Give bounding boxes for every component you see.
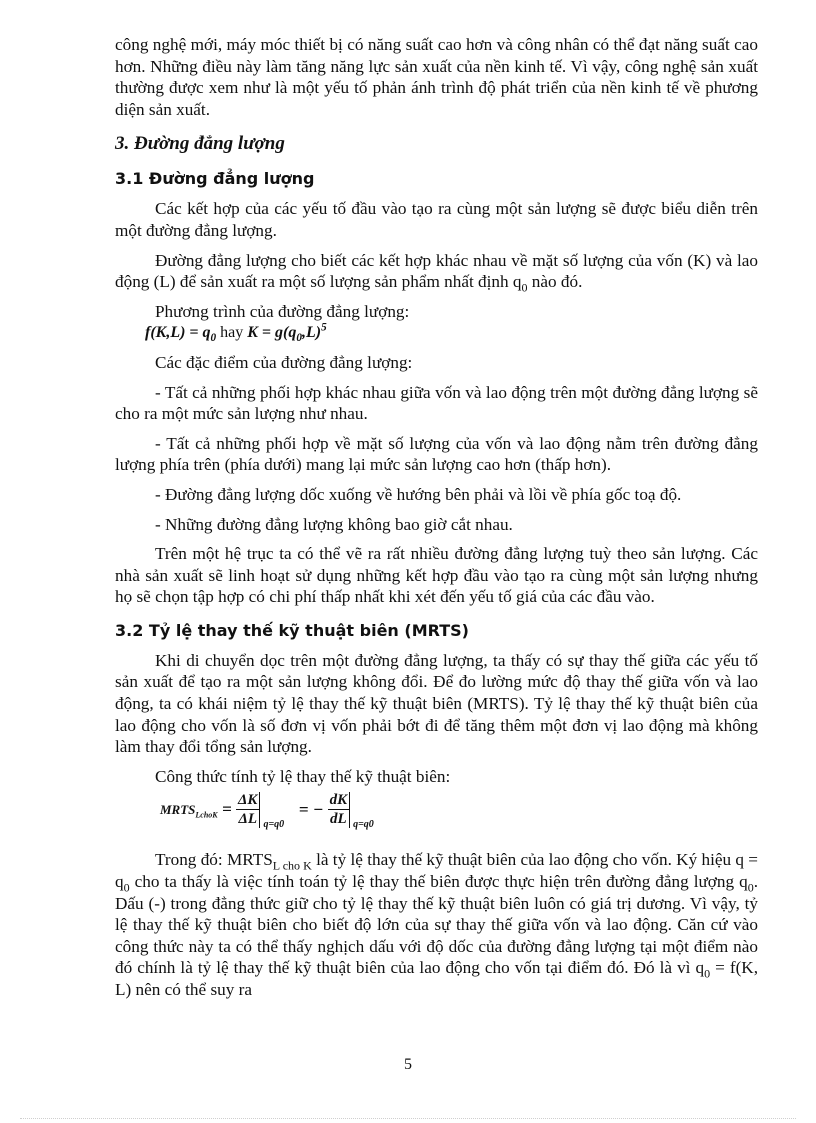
feature-item: - Tất cả những phối hợp khác nhau giữa vốn và lao động trên một đường đẳng lượng sẽ cho ra một mức sản lượng như nhau. [115,382,758,424]
eq-right-sub: 0 [296,332,302,345]
section-3-2-paragraph-1: Khi di chuyển dọc trên một đường đẳng lượng, ta thấy có sự thay thế giữa các yếu tố sản xuất để tạo ra một sản lượng không đổi. Để đo lường mức độ thay thế giữa vốn và lao động, ta có khái niệm tỷ lệ thay thế kỹ thuật biên (MRTS). Tỷ lệ thay thế kỹ thuật biên của lao động cho vốn là số đơn vị vốn phải bớt đi để tăng thêm một đơn vị lao động mà không làm thay đổi tổng sản lượng. [115,650,758,757]
equals-minus: = − [298,800,324,820]
section-3-1-paragraph-2 [115,250,758,293]
condition-label: q=q0 [263,819,285,831]
eq-mid: hay [216,324,248,342]
p2-sub: 0 [521,280,528,295]
footnote-ref: 5 [321,322,327,335]
formula-intro: Công thức tính tỷ lệ thay thế kỹ thuật biên: [155,766,451,786]
section-3-heading: 3. Đường đẳng lượng [115,133,285,155]
isoquant-equation [145,322,758,344]
p2-text: Đường đẳng lượng cho biết các kết hợp khác nhau về mặt số lượng của vốn (K) và lao động (L) để sản xuất ra một số lượng sản phẩm nhất định q [115,250,758,292]
condition-label: q=q0 [353,819,374,831]
evaluation-bar [259,792,285,831]
page-number: 5 [404,1056,412,1073]
feature-item: - Những đường đẳng lượng không bao giờ cắt nhau. [155,514,513,534]
p2-end: nào đó. [527,272,583,292]
mrts-formula [160,791,758,841]
section-3-2-paragraph-2: Trong đó: $MRTS_{L cho K}$ là tỷ lệ thay thế kỹ thuật biên của lao động cho vốn. Ký hiệu $q = q_0$ cho ta thấy là việc tính toán tỷ lệ thay thế biên được thực hiện trên đường đẳng lượng $q_0$. Dấu (-) trong đẳng thức giữ cho tỷ lệ thay thế kỹ thuật biên luôn có giá trị dương. Vì vậy, tỷ lệ thay thế kỹ thuật biên cho biết độ lớn của sự thay thế giữa vốn và lao động. Căn cứ vào công thức này ta có thể thấy nghịch dấu với độ dốc của đường đẳng lượng tại một điểm nào đó chính là tỷ lệ thay thế kỹ thuật biên của lao động cho vốn tại điểm đó. Đó là vì $q_0 = f(K$, L) nên có thể suy ra [115,850,758,999]
eq-left-sub: 0 [210,332,217,345]
eq-right: K = g(q [247,324,297,342]
features-intro: Các đặc điểm của đường đẳng lượng: [155,352,413,372]
feature-item: - Tất cả những phối hợp về mặt số lượng của vốn và lao động nằm trên đường đẳng lượng phía trên (phía dưới) mang lại mức sản lượng cao hơn (thấp hơn). [115,433,758,475]
delta-k: ΔK [238,792,258,809]
derivative-fraction [328,791,350,828]
feature-item: - Đường đẳng lượng dốc xuống về hướng bên phải và lồi về phía gốc toạ độ. [155,484,682,504]
eq-right-end: ,L) [301,324,322,342]
dl: dL [329,811,347,828]
section-3-2-heading: 3.2 Tỷ lệ thay thế kỹ thuật biên (MRTS) [115,620,469,640]
page-body [115,34,758,1001]
mrts-lhs: $MRTS_{LchoK}$ [160,802,218,820]
page-divider [20,1118,796,1119]
delta-fraction [236,791,259,828]
section-3-1-closing-paragraph: Trên một hệ trục ta có thể vẽ ra rất nhiều đường đẳng lượng tuỳ theo sản lượng. Các nhà sản xuất sẽ linh hoạt sử dụng những kết hợp đầu vào tạo ra cùng một sản lượng nhưng họ sẽ chọn tập hợp có chi phí thấp nhất khi xét đến yếu tố giá của các đầu vào. [115,544,758,607]
evaluation-bar [349,792,374,831]
intro-paragraph: công nghệ mới, máy móc thiết bị có năng suất cao hơn và công nhân có thể đạt năng suất cao hơn. Những điều này làm tăng năng lực sản xuất của nền kinh tế. Vì vậy, công nghệ sản xuất thường được xem như là một yếu tố phản ánh trình độ phát triển của nền kinh tế về phương diện sản xuất. [115,35,758,119]
delta-l: ΔL [238,811,258,828]
equation-intro: Phương trình của đường đẳng lượng: [155,301,410,321]
section-3-1-paragraph-1: Các kết hợp của các yếu tố đầu vào tạo ra cùng một sản lượng sẽ được biểu diễn trên một đường đẳng lượng. [115,199,758,240]
equals-sign: = [221,800,232,820]
section-3-1-heading: 3.1 Đường đẳng lượng [115,169,315,189]
eq-left: f(K,L) = q [145,324,211,342]
dk: dK [329,792,348,809]
